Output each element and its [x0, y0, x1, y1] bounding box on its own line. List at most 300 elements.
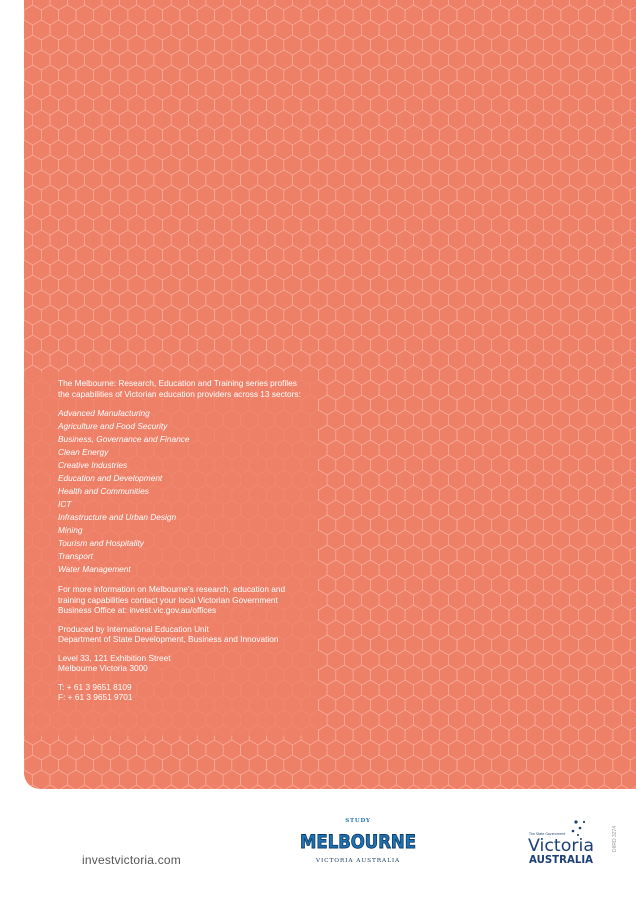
hex-cell [396, 200, 413, 220]
hex-cell [215, 305, 232, 325]
hex-cell [405, 395, 422, 415]
hex-cell [405, 5, 422, 25]
hex-cell [535, 260, 552, 280]
hex-cell [526, 365, 543, 385]
hex-cell [414, 470, 431, 490]
hex-cell [232, 35, 249, 55]
hex-cell [336, 365, 353, 385]
hex-cell [353, 275, 370, 295]
hex-cell [180, 65, 197, 85]
hex-cell [327, 470, 344, 490]
hex-cell [111, 215, 128, 235]
website-link[interactable]: investvictoria.com [82, 853, 181, 867]
hex-cell [370, 215, 387, 235]
hex-cell [544, 65, 561, 85]
hex-cell [379, 500, 396, 520]
hex-cell [128, 755, 145, 775]
hex-cell [561, 635, 578, 655]
hex-cell [327, 710, 344, 730]
hex-cell [301, 5, 318, 25]
hex-cell [388, 335, 405, 355]
hex-cell [284, 35, 301, 55]
hex-cell [396, 680, 413, 700]
hex-cell [414, 0, 431, 10]
hex-cell [492, 35, 509, 55]
hex-cell [370, 95, 387, 115]
hex-cell [622, 680, 636, 700]
hex-cell [154, 260, 171, 280]
hex-cell [431, 440, 448, 460]
hex-cell [440, 515, 457, 535]
hex-cell [613, 335, 630, 355]
hex-cell [570, 530, 587, 550]
hex-cell [344, 560, 361, 580]
study-logo-sub-text: VICTORIA AUSTRALIA [315, 858, 401, 864]
hex-cell [552, 620, 569, 640]
hex-cell [241, 140, 258, 160]
hex-cell [422, 5, 439, 25]
hex-cell [353, 545, 370, 565]
hex-cell [379, 740, 396, 760]
hex-cell [466, 0, 483, 10]
hex-cell [414, 200, 431, 220]
hex-cell [301, 245, 318, 265]
hex-cell [33, 200, 50, 220]
hex-cell [544, 455, 561, 475]
hex-cell [336, 605, 353, 625]
hex-cell [587, 230, 604, 250]
hex-cell [596, 515, 613, 535]
hex-cell [379, 440, 396, 460]
hex-cell [500, 410, 517, 430]
hex-cell [67, 350, 84, 370]
hex-cell [587, 20, 604, 40]
hex-cell [422, 665, 439, 685]
hex-cell [483, 20, 500, 40]
hex-cell [622, 140, 636, 160]
hex-cell [318, 365, 335, 385]
hex-cell [440, 605, 457, 625]
hex-cell [440, 275, 457, 295]
hex-cell [578, 245, 595, 265]
hex-cell [396, 590, 413, 610]
hex-cell [466, 50, 483, 70]
hex-cell [275, 320, 292, 340]
hex-cell [249, 785, 266, 789]
hex-cell [544, 515, 561, 535]
hex-cell [587, 470, 604, 490]
hex-cell [102, 50, 119, 70]
hex-cell [33, 230, 50, 250]
hex-cell [604, 710, 621, 730]
hex-cell [41, 275, 58, 295]
hex-cell [466, 680, 483, 700]
hex-cell [396, 230, 413, 250]
hex-cell [596, 275, 613, 295]
hex-cell [189, 20, 206, 40]
hex-cell [215, 155, 232, 175]
hex-cell [518, 290, 535, 310]
hex-cell [604, 530, 621, 550]
hex-cell [431, 80, 448, 100]
hex-cell [405, 275, 422, 295]
hex-cell [154, 110, 171, 130]
hex-cell [362, 380, 379, 400]
hex-cell [128, 35, 145, 55]
hex-cell [111, 125, 128, 145]
sector-item: Agriculture and Food Security [58, 421, 168, 431]
hex-cell [180, 35, 197, 55]
hex-cell [388, 5, 405, 25]
hex-cell [362, 710, 379, 730]
hex-cell [33, 50, 50, 70]
hex-cell [561, 755, 578, 775]
hex-cell [622, 620, 636, 640]
hex-cell [137, 260, 154, 280]
hex-cell [197, 305, 214, 325]
hex-cell [544, 155, 561, 175]
hex-cell [500, 200, 517, 220]
hex-cell [318, 215, 335, 235]
hex-cell [552, 320, 569, 340]
hex-cell [544, 545, 561, 565]
hex-cell [171, 200, 188, 220]
hex-cell [50, 170, 67, 190]
hex-cell [293, 200, 310, 220]
hex-cell [578, 545, 595, 565]
hex-cell [379, 0, 396, 10]
hex-cell [518, 260, 535, 280]
hex-cell [466, 80, 483, 100]
hex-cell [171, 230, 188, 250]
hex-cell [275, 290, 292, 310]
hex-cell [171, 170, 188, 190]
hex-cell [570, 20, 587, 40]
hex-cell [379, 170, 396, 190]
hex-cell [552, 200, 569, 220]
hex-cell [422, 455, 439, 475]
hex-cell [353, 515, 370, 535]
hex-cell [163, 245, 180, 265]
hex-cell [223, 200, 240, 220]
hex-cell [500, 260, 517, 280]
hex-cell [613, 695, 630, 715]
hex-cell [67, 200, 84, 220]
hex-cell [318, 725, 335, 745]
hex-cell [570, 500, 587, 520]
hex-cell [448, 260, 465, 280]
hex-cell [552, 230, 569, 250]
hex-cell [344, 620, 361, 640]
hex-cell [613, 725, 630, 745]
hex-cell [24, 170, 33, 190]
hex-cell [578, 275, 595, 295]
hex-cell [362, 650, 379, 670]
hex-cell [249, 275, 266, 295]
hex-cell [327, 530, 344, 550]
hex-cell [318, 395, 335, 415]
hex-cell [137, 80, 154, 100]
hex-cell [370, 695, 387, 715]
hex-cell [249, 35, 266, 55]
hex-cell [310, 20, 327, 40]
hex-cell [440, 185, 457, 205]
hex-cell [422, 155, 439, 175]
hex-cell [41, 335, 58, 355]
hex-cell [41, 65, 58, 85]
hex-cell [353, 455, 370, 475]
hex-cell [197, 275, 214, 295]
hex-cell [500, 470, 517, 490]
hex-cell [500, 530, 517, 550]
hex-cell [535, 20, 552, 40]
hex-cell [336, 185, 353, 205]
hex-cell [457, 515, 474, 535]
hex-cell [535, 350, 552, 370]
hex-cell [604, 50, 621, 70]
hex-cell [483, 350, 500, 370]
hex-cell [500, 350, 517, 370]
hex-cell [189, 140, 206, 160]
hex-cell [327, 500, 344, 520]
hex-cell [509, 665, 526, 685]
hex-cell [578, 455, 595, 475]
hex-cell [344, 710, 361, 730]
hex-cell [206, 0, 223, 10]
hex-cell [102, 290, 119, 310]
hex-cell [622, 170, 636, 190]
hex-cell [570, 680, 587, 700]
hex-cell [422, 365, 439, 385]
hex-cell [370, 455, 387, 475]
hex-cell [318, 35, 335, 55]
hex-cell [544, 215, 561, 235]
hex-cell [93, 215, 110, 235]
hex-cell [189, 740, 206, 760]
hex-cell [379, 260, 396, 280]
hex-cell [344, 320, 361, 340]
hex-cell [206, 290, 223, 310]
hex-cell [362, 140, 379, 160]
hex-cell [535, 50, 552, 70]
hex-cell [622, 230, 636, 250]
hex-cell [587, 290, 604, 310]
hex-cell [405, 455, 422, 475]
hex-cell [570, 410, 587, 430]
hex-cell [457, 725, 474, 745]
hex-cell [492, 665, 509, 685]
hex-cell [483, 590, 500, 610]
hex-cell [474, 125, 491, 145]
hex-cell [440, 725, 457, 745]
hex-cell [448, 470, 465, 490]
hex-cell [24, 110, 33, 130]
hex-cell [145, 215, 162, 235]
hex-cell [388, 515, 405, 535]
hex-cell [587, 680, 604, 700]
hex-cell [258, 320, 275, 340]
hex-cell [388, 635, 405, 655]
hex-cell [163, 185, 180, 205]
hex-cell [578, 575, 595, 595]
hex-cell [518, 620, 535, 640]
hex-cell [128, 245, 145, 265]
hex-cell [241, 350, 258, 370]
hex-cell [509, 335, 526, 355]
hex-cell [500, 290, 517, 310]
hex-cell [526, 635, 543, 655]
hex-cell [241, 110, 258, 130]
hex-cell [388, 35, 405, 55]
hex-cell [604, 620, 621, 640]
hex-cell [448, 650, 465, 670]
hex-cell [189, 230, 206, 250]
hex-cell [223, 170, 240, 190]
hex-cell [327, 110, 344, 130]
hex-cell [448, 290, 465, 310]
hex-cell [344, 290, 361, 310]
hex-cell [388, 275, 405, 295]
hex-cell [596, 95, 613, 115]
hex-cell [587, 140, 604, 160]
hex-cell [111, 185, 128, 205]
hex-cell [561, 695, 578, 715]
hex-cell [180, 215, 197, 235]
hex-cell [622, 110, 636, 130]
hex-cell [362, 230, 379, 250]
hex-cell [215, 245, 232, 265]
hex-cell [76, 755, 93, 775]
hex-cell [500, 710, 517, 730]
hex-cell [613, 305, 630, 325]
hex-cell [293, 140, 310, 160]
hex-cell [336, 305, 353, 325]
hex-cell [258, 110, 275, 130]
hex-cell [241, 260, 258, 280]
hex-cell [613, 185, 630, 205]
hex-cell [189, 320, 206, 340]
hex-cell [440, 785, 457, 789]
hex-cell [197, 35, 214, 55]
hex-cell [128, 65, 145, 85]
hex-cell [414, 410, 431, 430]
sector-item: Education and Development [58, 473, 163, 483]
produced-by-department: Department of State Development, Business and Innovation [58, 634, 279, 644]
hex-cell [604, 80, 621, 100]
hex-cell [440, 575, 457, 595]
hex-cell [431, 650, 448, 670]
hex-cell [396, 290, 413, 310]
hex-cell [596, 725, 613, 745]
hex-cell [154, 200, 171, 220]
hex-cell [431, 20, 448, 40]
hex-cell [370, 365, 387, 385]
hex-cell [24, 50, 33, 70]
hex-cell [440, 395, 457, 415]
hex-cell [353, 785, 370, 789]
hex-cell [215, 95, 232, 115]
hex-cell [111, 275, 128, 295]
hex-cell [137, 110, 154, 130]
hex-cell [362, 200, 379, 220]
produced-by-unit: Produced by International Education Unit [58, 623, 209, 634]
hex-cell [353, 245, 370, 265]
hex-cell [518, 560, 535, 580]
hex-cell [76, 335, 93, 355]
hex-cell [587, 170, 604, 190]
hex-cell [336, 35, 353, 55]
hex-cell [483, 320, 500, 340]
hex-cell [24, 80, 33, 100]
hex-cell [544, 395, 561, 415]
hex-cell [474, 635, 491, 655]
hex-cell [388, 125, 405, 145]
hex-cell [353, 35, 370, 55]
hex-cell [353, 425, 370, 445]
hex-cell [379, 410, 396, 430]
hex-cell [474, 725, 491, 745]
hex-cell [128, 275, 145, 295]
hex-cell [119, 80, 136, 100]
hex-cell [466, 620, 483, 640]
hex-cell [587, 500, 604, 520]
hex-cell [275, 230, 292, 250]
hex-cell [189, 110, 206, 130]
hex-cell [396, 380, 413, 400]
hex-cell [370, 185, 387, 205]
hex-cell [483, 410, 500, 430]
hex-cell [215, 65, 232, 85]
hex-cell [33, 350, 50, 370]
hex-cell [535, 680, 552, 700]
hex-cell [284, 245, 301, 265]
hex-cell [526, 95, 543, 115]
hex-cell [232, 5, 249, 25]
hex-cell [50, 320, 67, 340]
hex-cell [509, 635, 526, 655]
hex-cell [422, 755, 439, 775]
hex-cell [379, 470, 396, 490]
hex-cell [578, 65, 595, 85]
hex-cell [318, 305, 335, 325]
hex-cell [492, 215, 509, 235]
hex-cell [535, 500, 552, 520]
hex-cell [422, 515, 439, 535]
hex-cell [76, 275, 93, 295]
hex-cell [561, 125, 578, 145]
hex-cell [570, 710, 587, 730]
document-code: DIIRD 3274 [612, 825, 618, 852]
hex-cell [396, 170, 413, 190]
hex-cell [518, 530, 535, 550]
hex-cell [570, 740, 587, 760]
hex-cell [622, 200, 636, 220]
hex-cell [483, 170, 500, 190]
hex-cell [128, 185, 145, 205]
hex-cell [59, 785, 76, 789]
hex-cell [197, 65, 214, 85]
hex-cell [431, 290, 448, 310]
hex-cell [500, 230, 517, 250]
hex-cell [310, 110, 327, 130]
hex-cell [561, 155, 578, 175]
hex-cell [457, 275, 474, 295]
hex-cell [50, 50, 67, 70]
hex-cell [197, 155, 214, 175]
hex-cell [405, 155, 422, 175]
hex-cell [145, 35, 162, 55]
hex-cell [318, 335, 335, 355]
